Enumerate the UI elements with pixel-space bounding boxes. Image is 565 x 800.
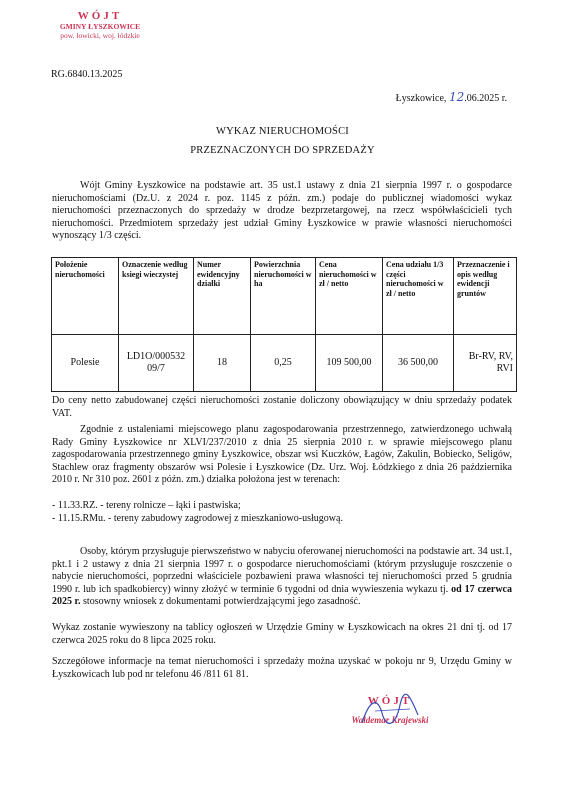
intro-text: Wójt Gminy Łyszkowice na podstawie art. 35 ust.1 ustawy z dnia 21 sierpnia 1997 r. o gospodarce nieruchomościami (Dz.U. z 2024 r. poz. 1145 z późn. zm.) podaje do publicznej wiadomości wykaz nieruchomości przeznaczonych do sprzedaży w drodze bezprzetargowej, na rzecz współwłaścicieli tych nieruchomości. Przedmiotem sprzedaży jest udział Gminy Łyszkowice w prawie własności nieruchomości wynoszący 1/3 części. (52, 180, 512, 241)
document-title-line2: PRZEZNACZONYCH DO SPRZEDAŻY (190, 145, 375, 156)
table-cell: Polesie (52, 335, 119, 392)
table-cell: 36 500,00 (383, 335, 454, 392)
table-cell: 0,25 (251, 335, 316, 392)
signature-stamp (330, 695, 450, 725)
priority-claim-text: Osoby, którym przysługuje pierwszeństwo w nabyciu oferowanej nieruchomości na podstawie art. 34 ust.1, pkt.1 i 2 ustawy z dnia 21 sierpnia 1997 r. o gospodarce nieruchomościami (którym przysługuje roszczenie o nabycie nieruchomości, poprzedni właściciele pozbawieni prawa własności tej nieruchomości przed 5 grudnia 1990 r. lub ich spadkobiercy) winny złożyć w terminie 6 tygodni od dnia wywieszenia wykazu tj. (52, 546, 512, 595)
signature-title: WÓJT (367, 695, 413, 707)
table-cell: 109 500,00 (316, 335, 383, 392)
vat-paragraph: Do ceny netto zabudowanej części nieruchomości zostanie doliczony obowiązujący w dniu sprzedaży podatek VAT. (52, 395, 512, 419)
priority-claim-deadline: od 17 czerwca 2025 r. (52, 583, 512, 607)
reference-number: RG.6840.13.2025 (51, 69, 123, 80)
stamp-line1: GMINY ŁYSZKOWICE (59, 22, 141, 31)
posting-paragraph: Wykaz zostanie wywieszony na tablicy ogłoszeń w Urzędzie Gminy w Łyszkowicach na okres 21 dni tj. od 17 czerwca 2025 roku do 8 lipca 2025 roku. (52, 622, 512, 646)
info-paragraph: Szczegółowe informacje na temat nieruchomości i sprzedaży można uzyskać w pokoju nr 9, Urzędu Gminy w Łyszkowicach lub pod nr telefonu 46 /811 61 81. (52, 656, 512, 680)
document-title-line1: WYKAZ NIERUCHOMOŚCI (215, 126, 349, 137)
priority-claim-paragraph (52, 546, 512, 609)
property-table (51, 257, 517, 392)
handwritten-signature (340, 693, 440, 733)
table-header-row (52, 258, 517, 335)
signature-name: Waldemar Krajewski (351, 715, 429, 725)
date-place: Łyszkowice, (395, 93, 447, 104)
table-header: Cena nieruchomości w zł / netto (316, 258, 383, 335)
date-rest: .06.2025 r. (464, 93, 507, 104)
table-cell: 18 (194, 335, 251, 392)
table-row (52, 335, 517, 392)
intro-paragraph (52, 180, 512, 243)
stamp-line2: pow. łowicki, woj. łódzkie (60, 31, 140, 40)
zoning-plan-paragraph (52, 424, 512, 487)
date-day-handwritten: 12 (448, 90, 465, 104)
zoning-item: - 11.15.RMu. - tereny zabudowy zagrodowej z mieszkaniowo-usługową. (52, 513, 343, 524)
table-header: Przeznaczenie i opis według ewidencji gruntów (454, 258, 517, 335)
table-header: Powierzchnia nieruchomości w ha (251, 258, 316, 335)
priority-claim-text-end: stosowny wniosek z dokumentami potwierdzającymi jego zasadność. (83, 596, 361, 607)
table-header: Cena udziału 1/3 części nieruchomości w zł / netto (383, 258, 454, 335)
table-header: Oznaczenie według ksiegi wieczystej (119, 258, 194, 335)
table-header: Położenie nieruchomości (52, 258, 119, 335)
office-stamp (40, 10, 160, 40)
table-cell: Br-RV, RV, RVI (454, 335, 517, 392)
document-date (396, 90, 507, 104)
table-cell: LD1O/000532 09/7 (119, 335, 194, 392)
stamp-title: WÓJT (77, 10, 123, 22)
zoning-plan-text: Zgodnie z ustaleniami miejscowego planu zagospodarowania przestrzennego, zatwierdzonego uchwałą Rady Gminy Łyszkowice nr XLVI/237/2010 z dnia 25 sierpnia 2010 r. w sprawie miejscowego planu zagospodarowania przestrzennego gminy Łyszkowice, obszar wsi Kuczków, Łagów, Zakulin, Bobiecko, Seligów, Stachlew oraz fragmenty obszarów wsi Polesie i Łyszkowice (Dz. Urz. Woj. Łódzkiego z dnia 26 października 2010 r. Nr 310 poz. 2601 z późn. zm.) działka położona jest w terenach: (52, 424, 512, 485)
table-header: Numer ewidencyjny działki (194, 258, 251, 335)
zoning-item: - 11.33.RZ. - tereny rolnicze – łąki i pastwiska; (52, 500, 241, 511)
